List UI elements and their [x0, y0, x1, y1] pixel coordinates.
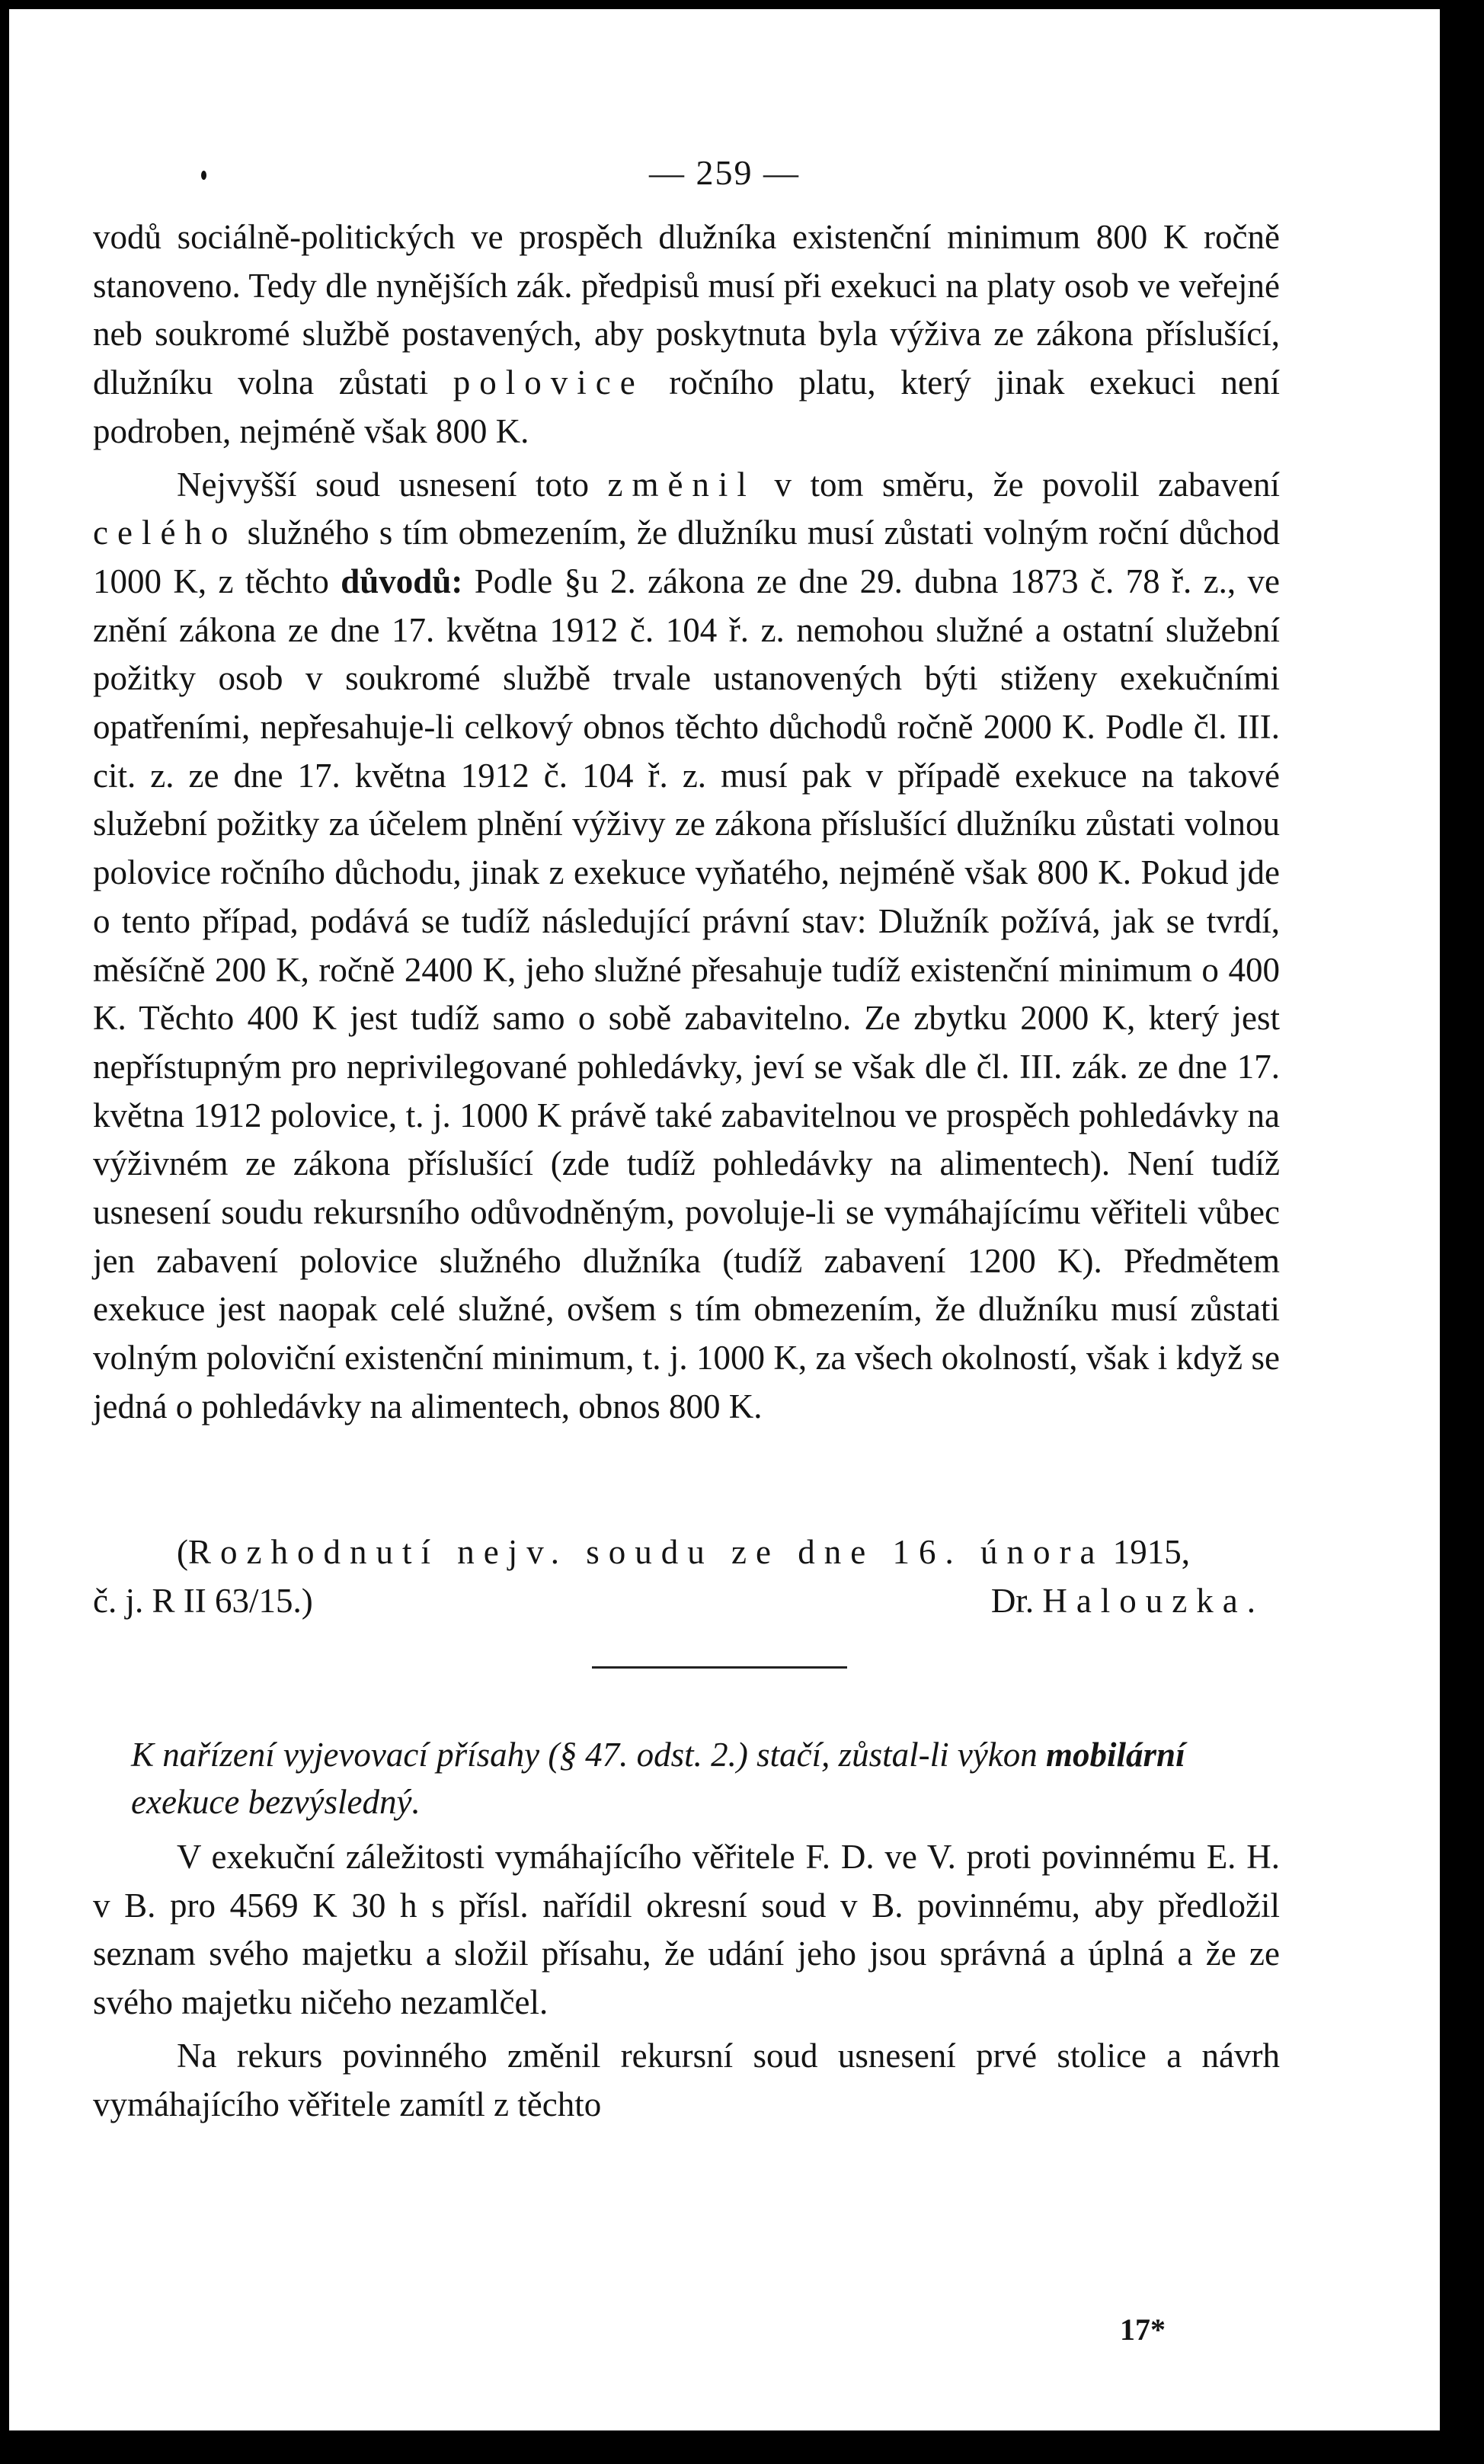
case-reference: č. j. R II 63/15.): [93, 1581, 313, 1620]
text-run: Nejvyšší soud usnesení toto: [177, 465, 589, 504]
author: Dr. Halouzka.: [990, 1581, 1265, 1620]
document-page: [9, 9, 1440, 2430]
citation-line: [93, 1577, 1280, 1626]
citation-line: (Rozhodnutí nejv. soudu ze dne 16. února 1915,: [177, 1533, 1190, 1571]
case-facts-body: [93, 1833, 1280, 2129]
section-heading: K nařízení vyjevovací přísahy (§ 47. odst. 2.) stačí, zůstal-li výkon mobilární exekuce bezvýsledný.: [131, 1736, 1185, 1821]
emphasis-bold: důvodů:: [341, 562, 463, 600]
text-run: Podle §u 2. zákona ze dne 29. dubna 1873 č. 78 ř. z., ve znění zákona ze dne 17. května 1912 č. 104 ř. z. nemohou služné a ostatní služební požitky osob v soukromé službě trvale ustanovených býti stiženy exekučními opatřeními, nepřesahuje-li celkový obnos těchto důchodů ročně 2000 K. Podle čl. III. cit. z. ze dne 17. května 1912 č. 104 ř. z. musí pak v případě exekuce na takové služební požitky za účelem plnění výživy ze zákona příslušící dlužníku zůstati volnou polovice ročního důchodu, jinak z exekuce vyňatého, nejméně však 800 K. Pokud jde o tento případ, podává se tudíž následující právní stav: Dlužník požívá, jak se tvrdí, měsíčně 200 K, ročně 2400 K, jeho služné přesahuje tudíž existenční minimum o 400 K. Těchto 400 K jest tudíž samo o sobě zabavitelno. Ze zbytku 2000 K, který jest nepřístupným pro neprivilegované pohledávky, jeví se však dle čl. III. zák. ze dne 17. května 1912 polovice, t. j. 1000 K právě také zabavitelnou ve prospěch pohledávky na výživném ze zákona příslušící (zde tudíž pohledávky na alimentech). Není tudíž usnesení soudu rekursního odůvodněným, povoluje-li se vymáhajícímu věřiteli vůbec jen zabavení polovice služného dlužníka (tudíž zabavení 1200 K). Předmětem exekuce jest naopak celé služné, ovšem s tím obmezením, že dlužníku musí zůstati volným poloviční existenční minimum, t. j. 1000 K, za všech okolností, však i když se jedná o pohledávky na alimentech, obnos 800 K.: [93, 562, 1280, 1426]
text-run: služného s tím obmezením, že dlužníku musí zůstati volným roční důchod 1000 K, z těchto: [93, 514, 1280, 600]
court-decision-body: [93, 213, 1280, 1432]
page-number: — 259 —: [649, 153, 800, 192]
paragraph-facts: V exekuční záležitosti vymáhajícího věřitele F. D. ve V. proti povinnému E. H. v B. pro 4569 K 30 h s přísl. nařídil okresní soud v B. povinnému, aby předložil seznam svého majetku a složil přísahu, že udání jeho jsou správná a úplná a že ze svého majetku ničeho nezamlčel.: [93, 1838, 1280, 2022]
paragraph-reasoning-start: [93, 213, 1280, 456]
text-run: vodů sociálně-politických ve prospěch dlužníka existenční minimum 800 K ročně stanoveno. Tedy dle nynějších zák. předpisů musí při exekuci na platy osob ve veřejné neb soukromé službě postavených, aby poskytnuta byla výživa ze zákona příslušící, dlužníku volna zůstati: [93, 218, 1280, 402]
ink-blot: [201, 171, 206, 180]
paragraph-appeal: Na rekurs povinného změnil rekursní soud usnesení prvé stolice a návrh vymáhajícího věřitele zamítl z těchto: [93, 2036, 1280, 2123]
emphasis-spaced: změnil: [607, 465, 756, 504]
emphasis-spaced: celého: [93, 514, 238, 552]
section-divider: [592, 1666, 847, 1669]
signature-mark: 17*: [1120, 2312, 1166, 2347]
decision-citation: [93, 1528, 1280, 1626]
text-run: ročního platu, který jinak exekuci není podroben, nejméně však 800 K.: [93, 363, 1281, 450]
paragraph-supreme-court: [93, 461, 1280, 1432]
emphasis-spaced: polovice: [453, 363, 644, 402]
citation-spaced: Rozhodnutí nejv. soudu ze dne 16. února: [188, 1533, 1105, 1571]
text-run: v tom směru, že povolil zabavení: [774, 465, 1281, 504]
